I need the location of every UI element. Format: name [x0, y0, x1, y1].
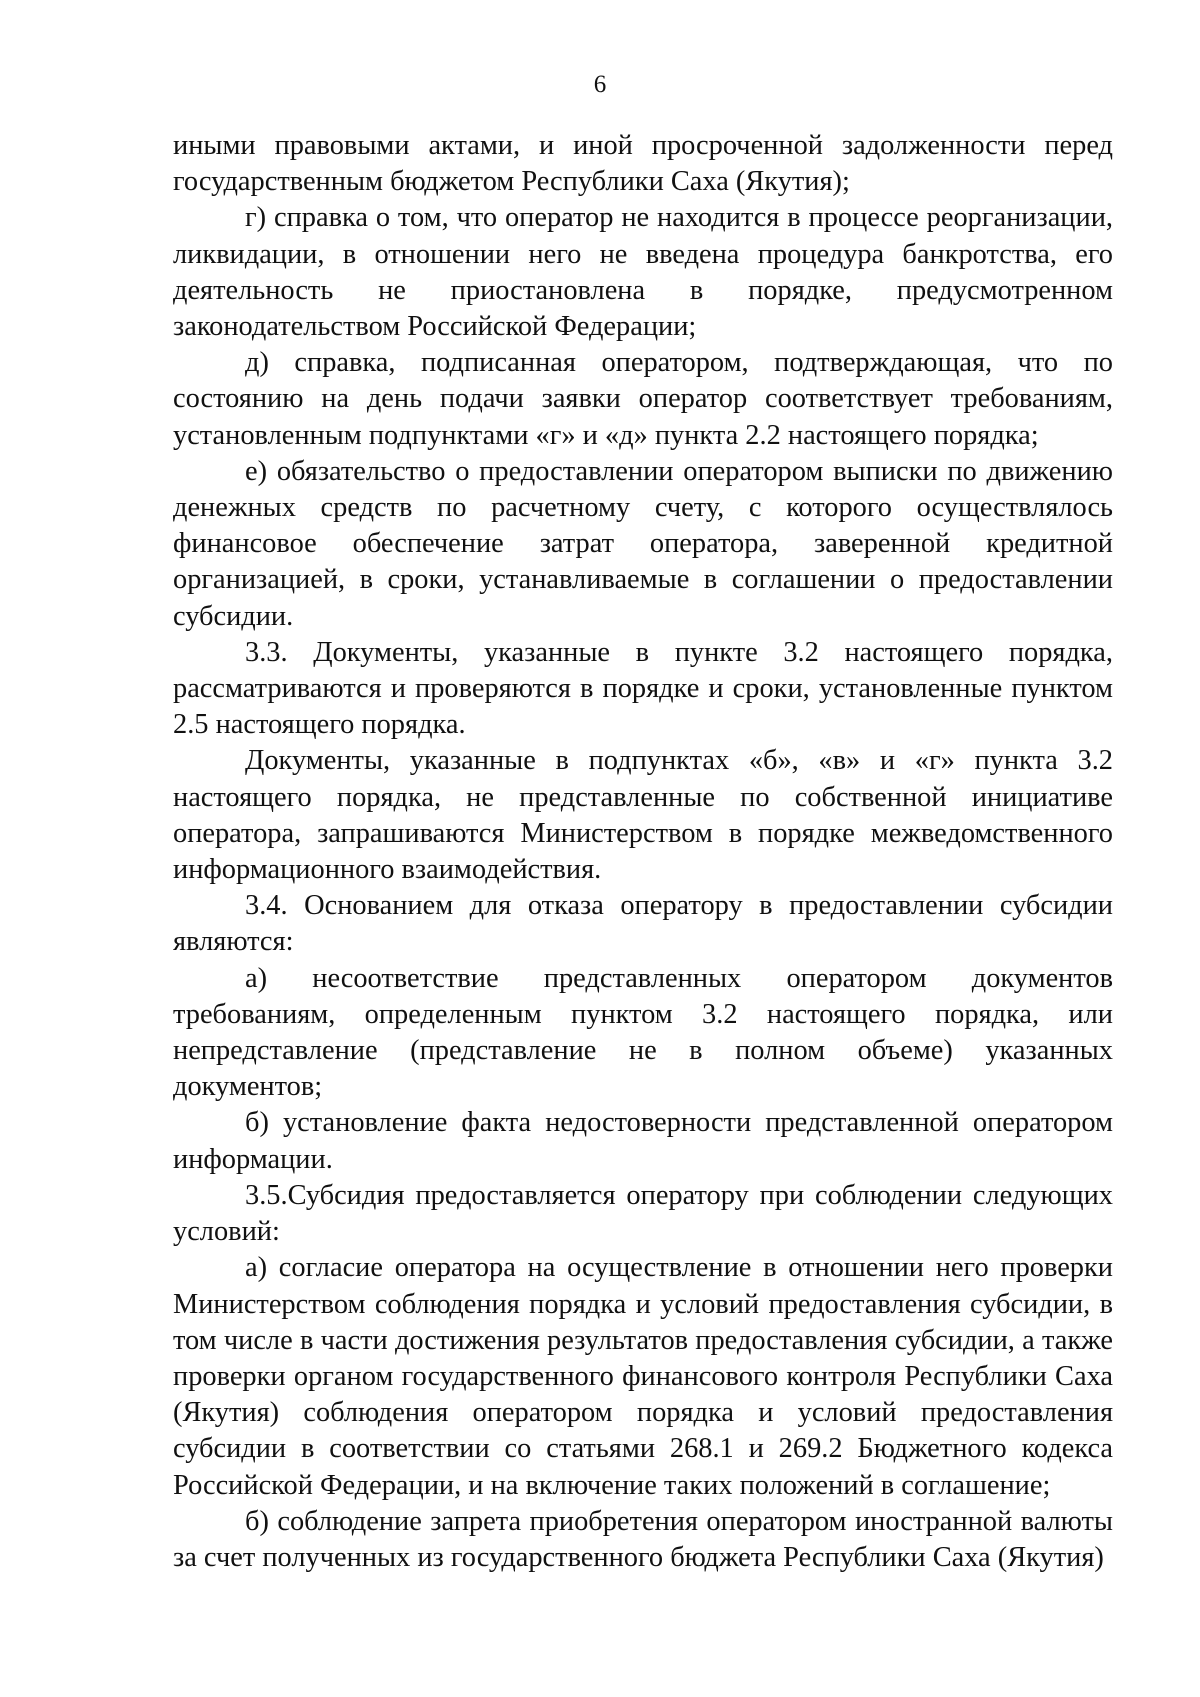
- paragraph-3-5-b: б) соблюдение запрета приобретения оператором иностранной валюты за счет полученных из государственного бюджета Республики Саха (Якутия): [173, 1505, 1113, 1573]
- paragraph-documents: Документы, указанные в подпунктах «б», «в» и «г» пункта 3.2 настоящего порядка, не представленные по собственной инициативе оператора, запрашиваются Министерством в порядке межведомственного информационного взаимодействия.: [173, 745, 1113, 886]
- paragraph-3-5: 3.5.Субсидия предоставляется оператору при соблюдении следующих условий:: [173, 1179, 1113, 1248]
- paragraph-3-4-b: б) установление факта недостоверности представленной оператором информации.: [173, 1107, 1113, 1175]
- paragraph-item-g: г) справка о том, что оператор не находится в процессе реорганизации, ликвидации, в отношении него не введена процедура банкротства, его деятельность не приостановлена в порядке, предусмотренном законодательством Российской Федерации;: [173, 202, 1113, 343]
- paragraph-3-4-a: а) несоответствие представленных оператором документов требованиям, определенным пунктом 3.2 настоящего порядка, или непредставление (представление не в полном объеме) указанных документов;: [173, 962, 1113, 1103]
- paragraph-continuation: иными правовыми актами, и иной просроченной задолженности перед государственным бюджетом Республики Саха (Якутия);: [173, 130, 1113, 198]
- paragraph-3-5-a: а) согласие оператора на осуществление в отношении него проверки Министерством соблюдения порядка и условий предоставления субсидии, в том числе в части достижения результатов предоставления субсидии, а также проверки органом государственного финансового контроля Республики Саха (Якутия) соблюдения оператором порядка и условий предоставления субсидии в соответствии со статьями 268.1 и 269.2 Бюджетного кодекса Российской Федерации, и на включение таких положений в соглашение;: [173, 1252, 1113, 1501]
- paragraph-item-e: е) обязательство о предоставлении оператором выписки по движению денежных средств по расчетному счету, с которого осуществлялось финансовое обеспечение затрат оператора, заверенной кредитной организацией, в сроки, устанавливаемые в соглашении о предоставлении субсидии.: [173, 455, 1113, 632]
- paragraph-3-4: 3.4. Основанием для отказа оператору в предоставлении субсидии являются:: [173, 890, 1113, 958]
- page-number: 6: [593, 71, 607, 98]
- paragraph-item-d: д) справка, подписанная оператором, подтверждающая, что по состоянию на день подачи заявки оператор соответствует требованиям, установленным подпунктами «г» и «д» пункта 2.2 настоящего порядка;: [173, 347, 1113, 451]
- document-body: [173, 128, 1113, 1576]
- paragraph-3-3: 3.3. Документы, указанные в пункте 3.2 настоящего порядка, рассматриваются и проверяются в порядке и сроки, установленные пунктом 2.5 настоящего порядка.: [173, 636, 1113, 741]
